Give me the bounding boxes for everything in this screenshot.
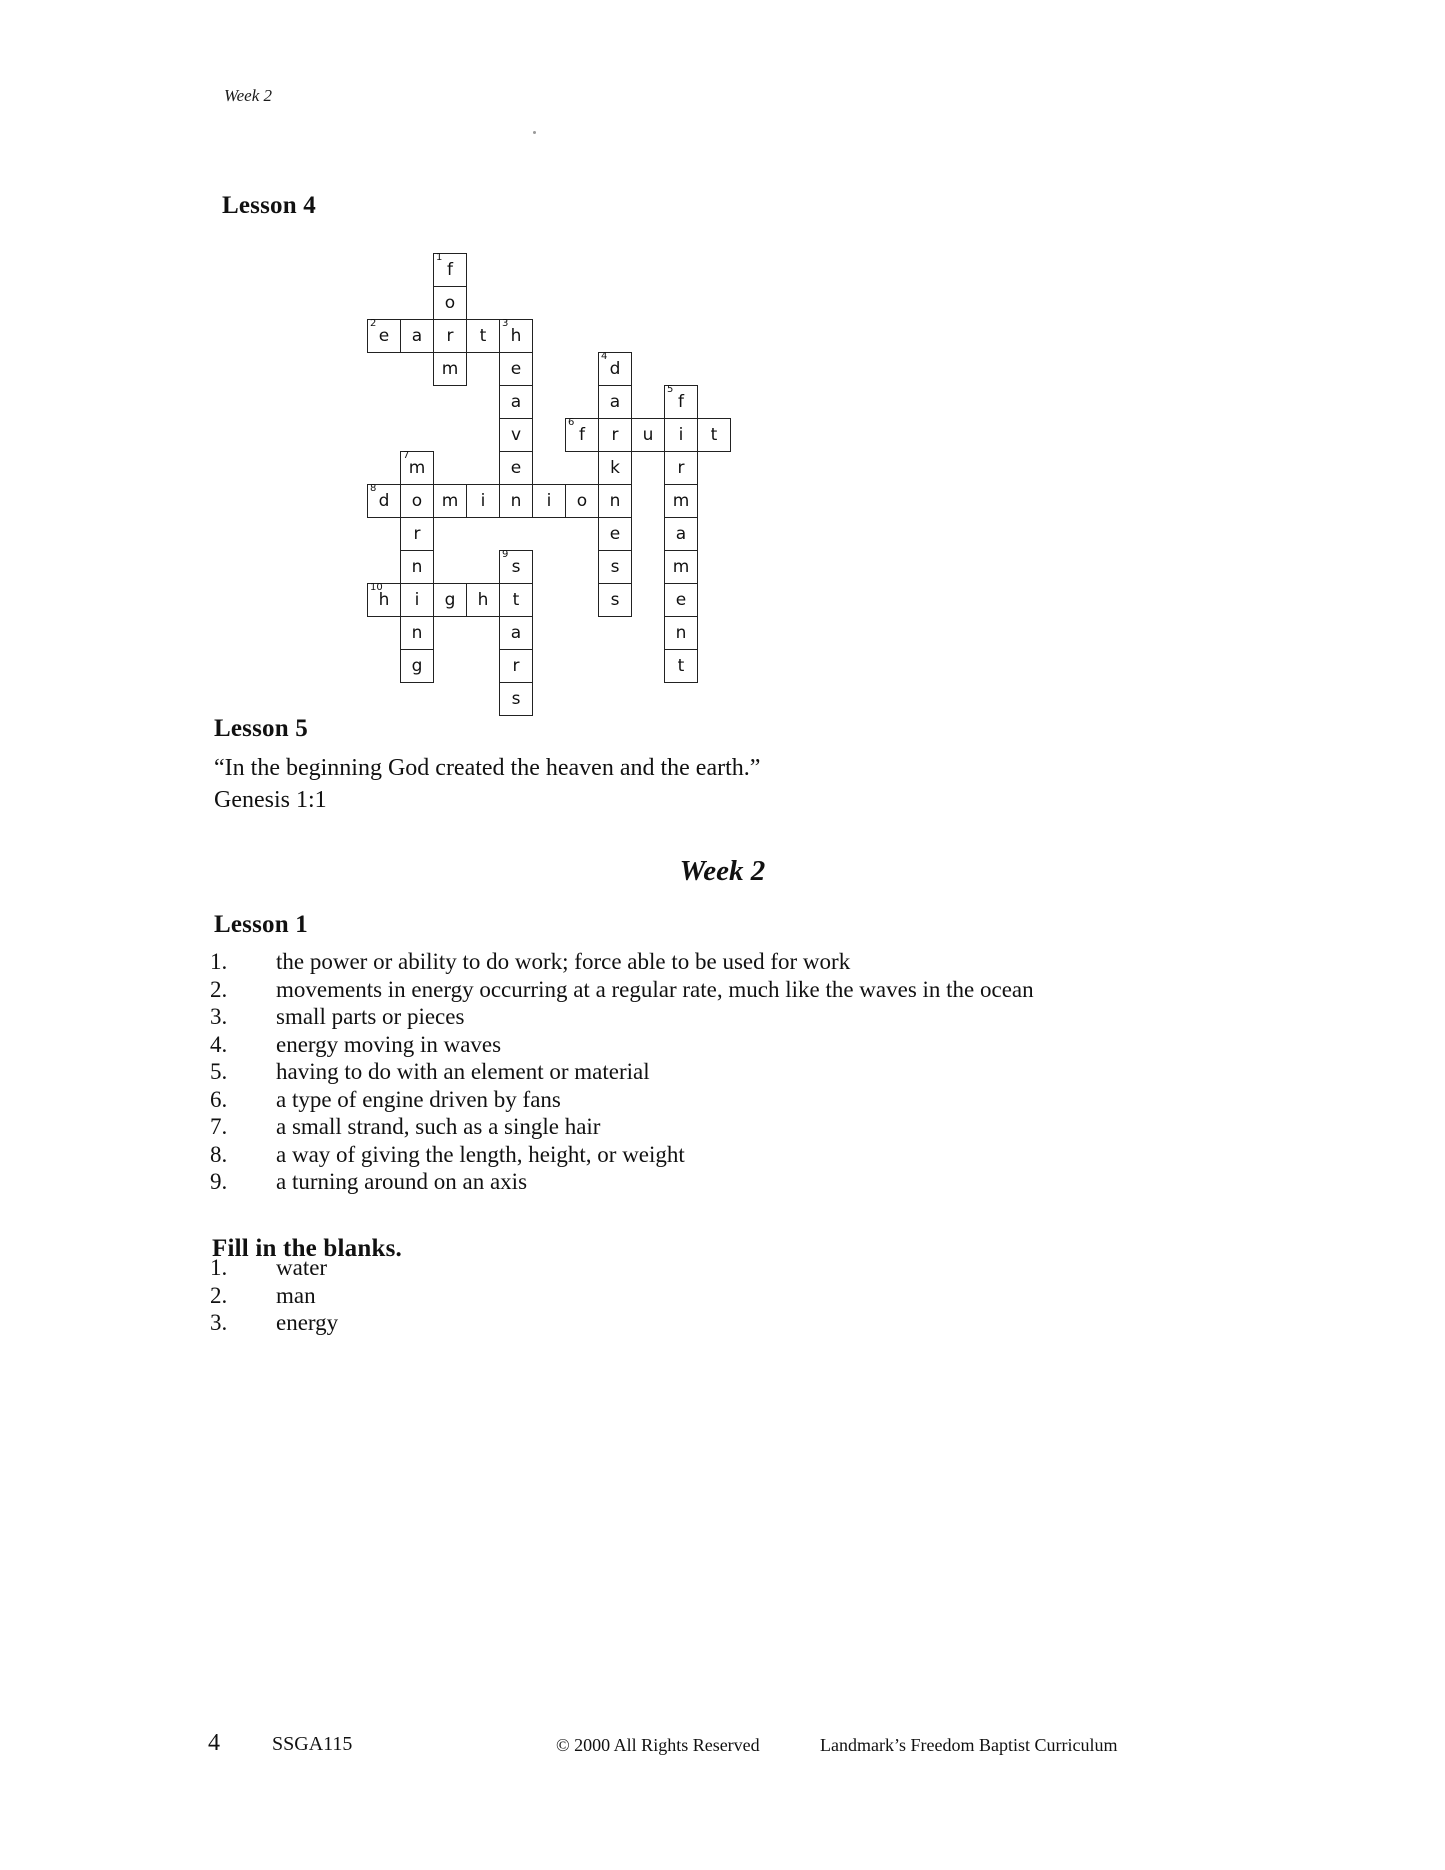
crossword-cell-letter: a [510,622,522,643]
crossword-cell [664,649,698,683]
crossword-cell-letter: s [610,556,620,577]
list-item-text: a small strand, such as a single hair [276,1114,601,1139]
crossword-cell-letter: t [710,424,718,445]
lesson-4-heading: Lesson 4 [222,192,316,219]
crossword-cell [598,550,632,584]
crossword-cell [400,319,434,353]
list-item-text: having to do with an element or material [276,1059,650,1084]
crossword-cell [499,319,533,353]
crossword-cell [598,517,632,551]
crossword-cell [433,583,467,617]
crossword-cell [598,451,632,485]
list-item-number: 3. [210,1310,228,1335]
crossword-cell [466,319,500,353]
list-item [210,978,1034,1006]
crossword-cell [499,616,533,650]
lesson-5-heading: Lesson 5 [214,715,308,742]
crossword-cell-letter: a [411,325,423,346]
crossword-cell-letter: n [411,622,423,643]
list-item-text: energy [276,1310,339,1335]
list-item-number: 6. [210,1086,228,1112]
memory-verse-reference: Genesis 1:1 [214,786,327,813]
crossword-clue-number: 2 [370,318,377,329]
page-speck [533,131,536,134]
crossword-cell-letter: f [447,259,453,280]
list-item-number: 5. [210,1059,228,1084]
memory-verse-text: “In the beginning God created the heaven and the earth.” [214,755,761,781]
crossword-cell [631,418,665,452]
crossword-cell [664,583,698,617]
crossword-grid [367,252,718,709]
crossword-clue-number: 7 [403,450,410,461]
crossword-cell-letter: h [477,589,489,610]
list-item-text: movements in energy occurring at a regular rate, much like the waves in the ocean [276,976,1034,1002]
list-item-number: 1. [210,1255,228,1280]
crossword-cell-letter: e [609,523,621,544]
crossword-cell-letter: m [672,556,690,577]
crossword-cell-letter: a [675,523,687,544]
curriculum-name: Landmark’s Freedom Baptist Curriculum [820,1735,1118,1755]
list-item-number: 2. [210,1282,228,1308]
crossword-cell [433,319,467,353]
crossword-clue-number: 8 [370,483,377,494]
copyright-notice: © 2000 All Rights Reserved [556,1735,760,1755]
crossword-cell-letter: n [675,622,687,643]
crossword-cell [565,418,599,452]
fill-in-the-blanks-answer-list [210,1256,338,1339]
crossword-clue-number: 5 [667,384,674,395]
list-item [210,1088,1034,1116]
crossword-cell-letter: u [642,424,654,445]
crossword-cell-letter: t [677,655,685,676]
fill-in-the-blanks-heading: Fill in the blanks. [212,1235,402,1262]
crossword-cell-letter: n [609,490,621,511]
crossword-cell-letter: e [675,589,687,610]
crossword-cell-letter: r [677,457,685,478]
crossword-cell-letter: n [510,490,522,511]
crossword-cell [400,484,434,518]
lesson-1-answer-list [210,950,1034,1198]
crossword-cell-letter: i [546,490,552,511]
crossword-cell [400,616,434,650]
list-item-number: 3. [210,1004,228,1029]
crossword-cell [400,517,434,551]
crossword-cell [664,451,698,485]
memory-verse-block [214,753,760,816]
list-item-number: 7. [210,1114,228,1139]
crossword-cell-letter: r [413,523,421,544]
crossword-cell-letter: o [444,292,456,313]
crossword-cell-letter: n [411,556,423,577]
crossword-cell-letter: m [408,457,426,478]
crossword-cell-letter: h [510,325,522,346]
crossword-cell-letter: d [609,358,621,379]
crossword-clue-number: 6 [568,417,575,428]
crossword-cell [499,550,533,584]
crossword-cell [598,484,632,518]
crossword-cell-letter: d [378,490,390,511]
list-item-number: 1. [210,949,228,974]
crossword-cell-letter: e [378,325,390,346]
list-item-text: a turning around on an axis [276,1169,528,1194]
list-item [210,1256,338,1284]
crossword-cell-letter: r [611,424,619,445]
crossword-cell [598,385,632,419]
crossword-cell-letter: m [441,358,459,379]
crossword-cell-letter: f [579,424,585,445]
crossword-cell-letter: i [678,424,684,445]
crossword-clue-number: 10 [370,582,383,593]
crossword-cell-letter: s [511,688,521,709]
crossword-cell-letter: o [411,490,423,511]
crossword-cell [664,484,698,518]
crossword-cell [433,253,467,287]
crossword-cell-letter: i [480,490,486,511]
crossword-cell [466,484,500,518]
crossword-cell-letter: m [672,490,690,511]
crossword-cell [697,418,731,452]
list-item-text: the power or ability to do work; force able to be used for work [276,949,851,974]
list-item-text: small parts or pieces [276,1004,465,1029]
crossword-cell [499,583,533,617]
week-2-title: Week 2 [679,855,766,887]
running-head: Week 2 [224,86,272,105]
crossword-clue-number: 9 [502,549,509,560]
crossword-cell-letter: g [411,655,423,676]
crossword-cell [565,484,599,518]
crossword-cell-letter: s [511,556,521,577]
crossword-cell [499,352,533,386]
list-item-number: 4. [210,1031,228,1057]
list-item [210,1060,1034,1088]
crossword-cell [598,352,632,386]
crossword-cell [499,451,533,485]
crossword-cell [499,484,533,518]
crossword-cell [499,418,533,452]
crossword-cell [466,583,500,617]
crossword-cell [664,550,698,584]
crossword-cell-letter: f [678,391,684,412]
list-item-number: 8. [210,1141,228,1167]
crossword-cell-letter: h [378,589,390,610]
crossword-cell [400,649,434,683]
list-item [210,1115,1034,1143]
crossword-cell [499,682,533,716]
list-item [210,1143,1034,1171]
crossword-cell [664,616,698,650]
crossword-cell-letter: g [444,589,456,610]
crossword-cell [499,385,533,419]
list-item-number: 2. [210,976,228,1002]
crossword-cell-letter: s [610,589,620,610]
list-item-text: a type of engine driven by fans [276,1086,561,1112]
crossword-cell [400,550,434,584]
crossword-cell-letter: e [510,457,522,478]
crossword-cell [433,484,467,518]
list-item [210,1311,338,1339]
list-item [210,1170,1034,1198]
list-item-number: 9. [210,1169,228,1194]
crossword-cell [664,385,698,419]
page-footer [0,1730,1445,1760]
crossword-cell [598,418,632,452]
crossword-cell-letter: a [609,391,621,412]
crossword-cell-letter: t [512,589,520,610]
crossword-cell-letter: i [414,589,420,610]
crossword-cell-letter: r [446,325,454,346]
list-item [210,950,1034,978]
crossword-cell-letter: r [512,655,520,676]
list-item-text: water [276,1255,328,1280]
list-item-text: a way of giving the length, height, or weight [276,1141,685,1167]
page-number: 4 [208,1730,220,1756]
list-item-text: man [276,1282,316,1308]
crossword-cell [664,418,698,452]
crossword-cell [367,319,401,353]
crossword-cell-letter: o [576,490,588,511]
crossword-cell [532,484,566,518]
crossword-cell-letter: v [510,424,522,445]
crossword-cell-letter: t [479,325,487,346]
crossword-cell [598,583,632,617]
crossword-cell-letter: k [610,457,620,478]
week2-lesson-1-heading: Lesson 1 [214,911,308,938]
crossword-clue-number: 3 [502,318,509,329]
crossword-cell [400,583,434,617]
list-item [210,1005,1034,1033]
crossword-cell [400,451,434,485]
crossword-cell-letter: a [510,391,522,412]
crossword-cell [433,286,467,320]
crossword-cell [367,484,401,518]
product-code: SSGA115 [272,1733,353,1755]
list-item [210,1284,338,1312]
crossword-cell [664,517,698,551]
crossword-cell-letter: m [441,490,459,511]
list-item [210,1033,1034,1061]
crossword-clue-number: 4 [601,351,608,362]
crossword-cell [433,352,467,386]
crossword-cell-letter: e [510,358,522,379]
crossword-cell [367,583,401,617]
list-item-text: energy moving in waves [276,1031,502,1057]
crossword-cell [499,649,533,683]
crossword-clue-number: 1 [436,252,443,263]
